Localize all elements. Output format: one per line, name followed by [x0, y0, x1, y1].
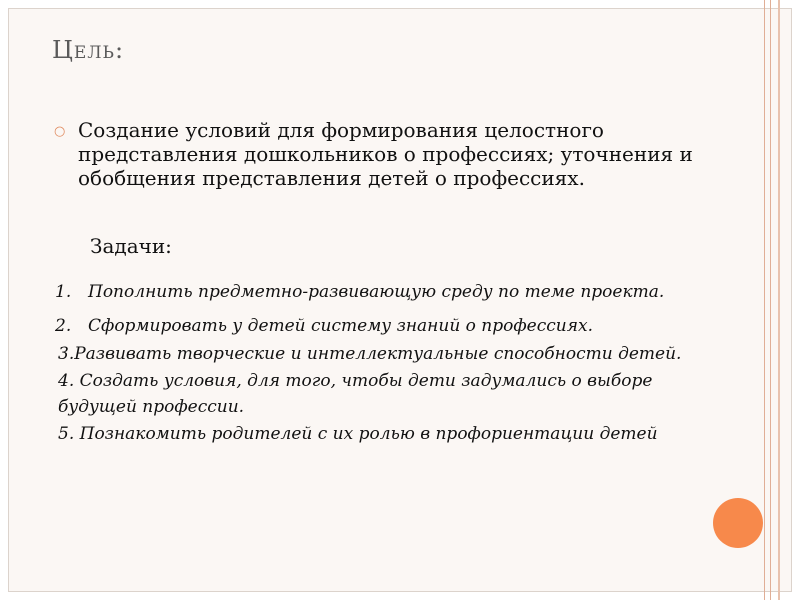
decorative-line	[764, 0, 765, 600]
task-text: 3.Развивать творческие и интеллектуальные способности детей.	[58, 344, 682, 364]
decorative-line	[770, 0, 771, 600]
task-text: Сформировать у детей систему знаний о профессиях.	[88, 316, 593, 336]
task-text: Пополнить предметно-развивающую среду по теме проекта.	[88, 282, 665, 302]
task-number: 2.	[55, 316, 72, 336]
decorative-line	[778, 0, 780, 600]
task-text: будущей профессии.	[58, 397, 245, 417]
tasks-label: Задачи:	[90, 234, 172, 258]
goal-text: Создание условий для формирования целостного представления дошкольников о профессиях; уточнения и обобщения представления детей о профессиях.	[78, 118, 693, 190]
bullet-icon: ○	[54, 124, 66, 139]
slide-title: Цель:	[52, 36, 125, 64]
task-text: 4. Создать условия, для того, чтобы дети задумались о выборе	[58, 371, 653, 391]
task-number: 1.	[55, 282, 72, 302]
orange-circle-icon	[713, 498, 763, 548]
task-text: 5. Познакомить родителей с их ролью в профориентации детей	[58, 424, 658, 444]
